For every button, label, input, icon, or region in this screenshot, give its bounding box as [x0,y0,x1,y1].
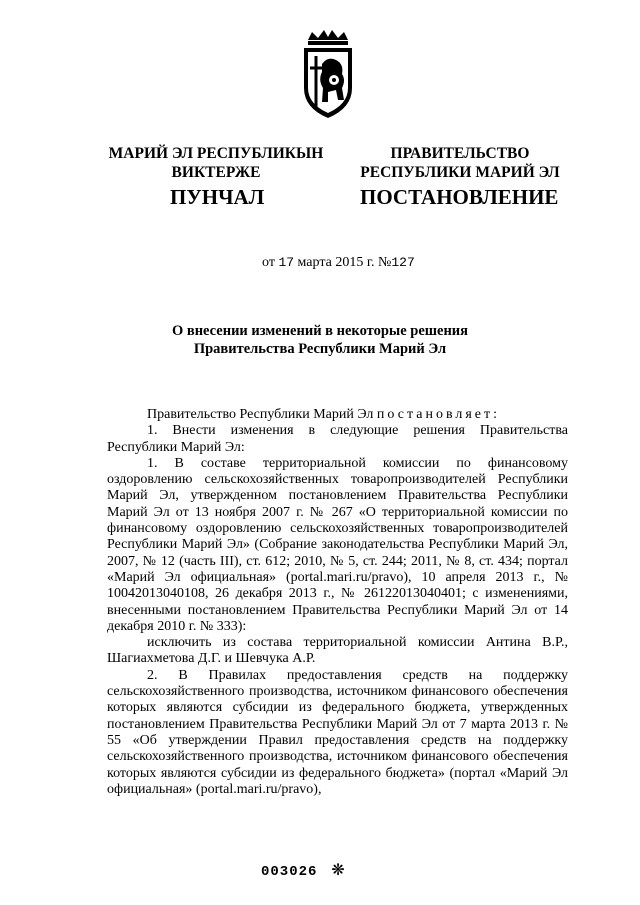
intro-paragraph [107,407,568,423]
paragraph-1-2: 2. В Правилах предоставления средств на поддержку сельскохозяйственного производства, источником финансового обеспечения которых являются субсидии из федерального бюджета, утвержденных постановлением Правительства Республики Марий Эл от 7 марта 2013 г. № 55 «Об утверждении Правил предоставления средств на поддержку сельскохозяйственного производства, источником финансового обеспечения которых являются субсидии из федерального бюджета» (портал «Марий Эл официальная» (portal.mari.ru/pravo), [107,667,568,797]
header-right-line1: ПРАВИТЕЛЬСТВО [390,145,530,162]
document-type-russian: ПОСТАНОВЛЕНИЕ [360,185,559,209]
header-left-line2: ВИКТЕРЖЕ [171,164,261,181]
header-right [350,144,570,182]
paragraph-1: 1. Внести изменения в следующие решения Правительства Республики Марий Эл: [107,423,568,455]
date-day: 17 [278,255,295,270]
header-left-line1: МАРИЙ ЭЛ РЕСПУБЛИКЫН [108,145,324,162]
serial-number: 003026 [261,864,318,880]
coat-of-arms-icon [298,28,358,120]
header-right-line2: РЕСПУБЛИКИ МАРИЙ ЭЛ [360,164,560,181]
document-title [100,322,540,358]
document-body [107,407,568,798]
document-number: 127 [391,255,415,270]
number-sign: № [378,255,392,270]
title-line2: Правительства Республики Марий Эл [193,341,447,357]
intro-text: Правительство Республики Марий Эл [147,407,377,422]
intro-verb: постановляет: [376,407,501,422]
paragraph-1-1: 1. В составе территориальной комиссии по финансовому оздоровлению сельскохозяйственных товаропроизводителей Республики Марий Эл, утвержденном постановлением Правительства Республики Марий Эл от 13 ноября 2007 г. № 267 «О территориальной комиссии по финансовому оздоровлению сельскохозяйственных товаропроизводителей Республики Марий Эл» (Собрание законодательства Республики Марий Эл, 2007, № 12 (часть III), ст. 612; 2010, № 5, ст. 244; 2011, № 8, ст. 434; портал «Марий Эл официальная» (portal.mari.ru/pravo), 10 апреля 2013 г., № 10042013040108, 26 декабря 2013 г., № 26122013040401; с изменениями, внесенными постановлением Правительства Республики Марий Эл от 14 декабря 2010 г. № 333): [107,455,568,634]
date-prefix: от [262,255,275,270]
date-number-line [262,255,415,271]
header-left [96,144,336,182]
paragraph-exclude: исключить из состава территориальной комиссии Антина В.Р., Шагиахметова Д.Г. и Шевчука А.Р. [107,635,568,667]
date-month-year: марта 2015 г. [297,255,375,270]
document-type-mari: ПУНЧАЛ [170,185,265,209]
asterisk-mark-icon: ❋ [331,860,346,879]
title-line1: О внесении изменений в некоторые решения [171,323,469,339]
footer-serial [261,860,346,880]
